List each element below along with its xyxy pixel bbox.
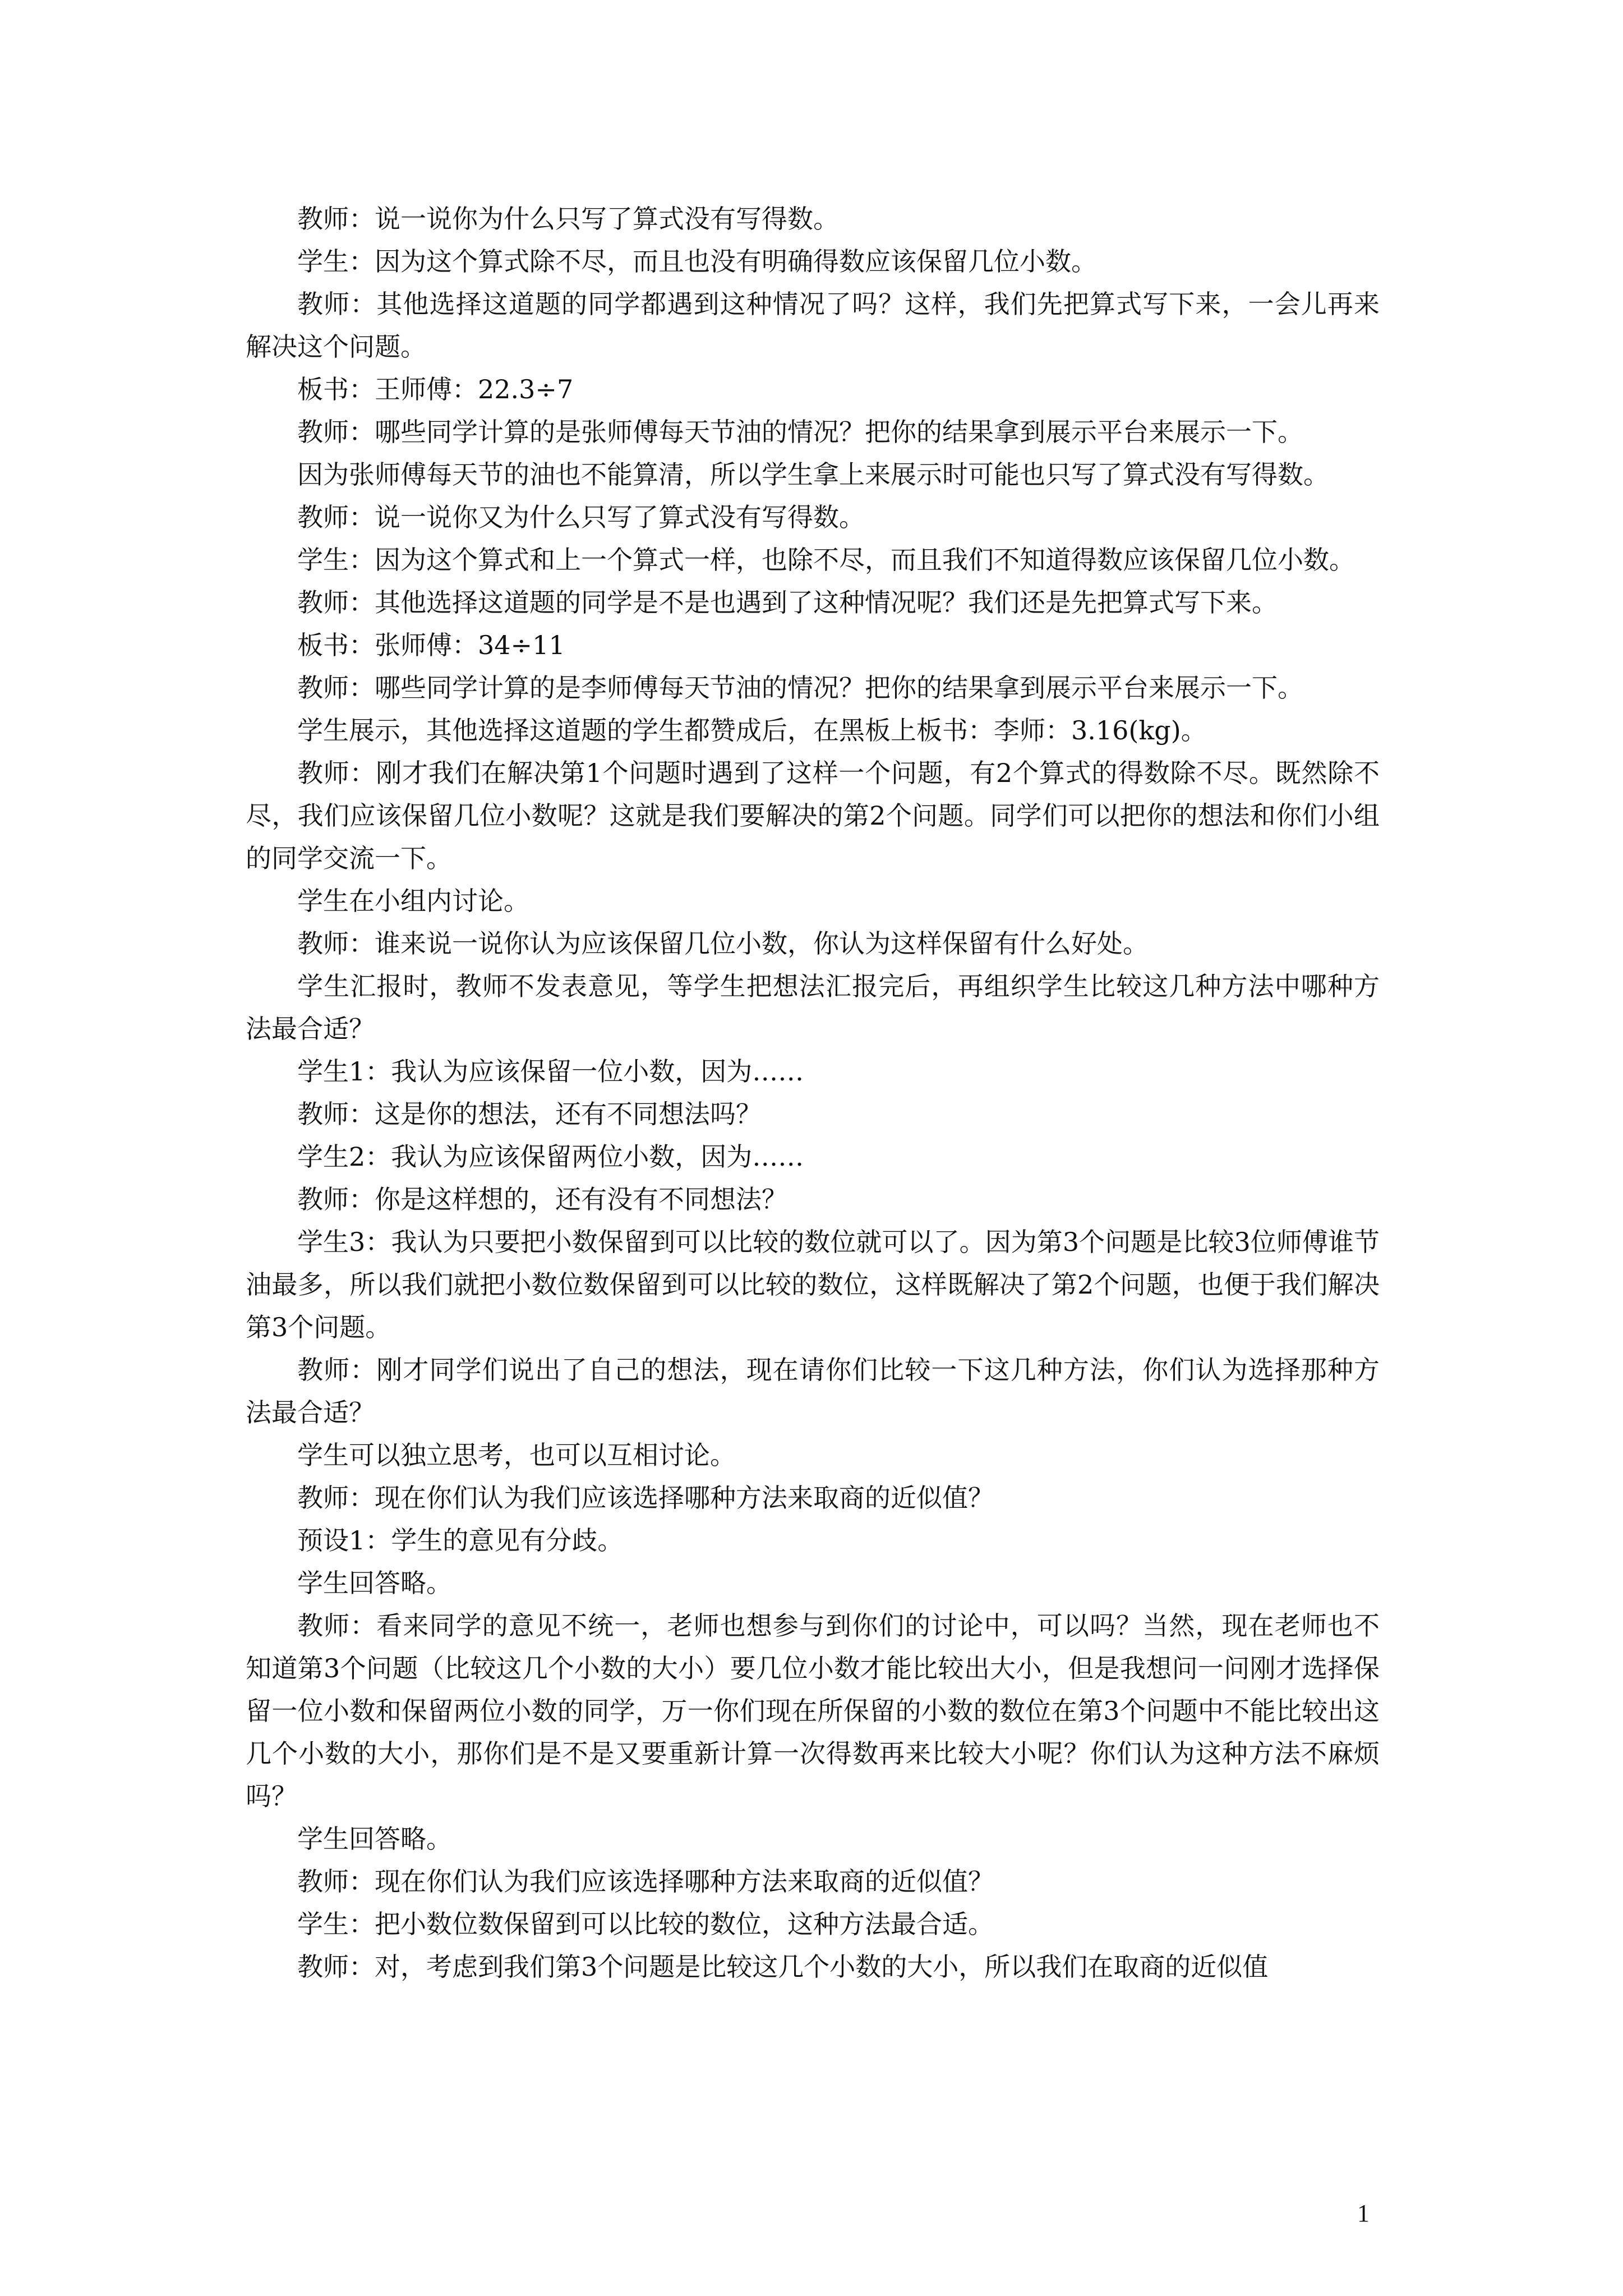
paragraph: 教师：你是这样想的，还有没有不同想法？ bbox=[297, 1184, 787, 1214]
paragraph: 预设1：学生的意见有分歧。 bbox=[297, 1525, 624, 1556]
paragraph: 学生回答略。 bbox=[297, 1568, 452, 1598]
paragraph: 教师：现在你们认为我们应该选择哪种方法来取商的近似值？ bbox=[297, 1866, 994, 1897]
document-body bbox=[246, 197, 1380, 1988]
paragraph: 学生可以独立思考，也可以互相讨论。 bbox=[297, 1440, 736, 1470]
paragraph: 教师：刚才同学们说出了自己的想法，现在请你们比较一下这几种方法，你们认为选择那种方法最合适？ bbox=[246, 1355, 1380, 1428]
paragraph: 教师：其他选择这道题的同学都遇到这种情况了吗？这样，我们先把算式写下来，一会儿再来解决这个问题。 bbox=[246, 289, 1380, 362]
paragraph: 学生在小组内讨论。 bbox=[297, 886, 529, 916]
paragraph: 教师：对，考虑到我们第3个问题是比较这几个小数的大小，所以我们在取商的近似值 bbox=[297, 1952, 1269, 1982]
paragraph: 学生展示，其他选择这道题的学生都赞成后，在黑板上板书：李师：3.16(kg)。 bbox=[297, 715, 1207, 746]
paragraph: 教师：哪些同学计算的是李师傅每天节油的情况？把你的结果拿到展示平台来展示一下。 bbox=[297, 673, 1303, 703]
page-number: 1 bbox=[1357, 2200, 1370, 2227]
paragraph: 教师：哪些同学计算的是张师傅每天节油的情况？把你的结果拿到展示平台来展示一下。 bbox=[297, 417, 1303, 447]
paragraph: 教师：说一说你为什么只写了算式没有写得数。 bbox=[297, 204, 839, 234]
paragraph: 教师：这是你的想法，还有不同想法吗？ bbox=[297, 1099, 762, 1129]
paragraph: 教师：现在你们认为我们应该选择哪种方法来取商的近似值？ bbox=[297, 1483, 994, 1513]
paragraph: 学生回答略。 bbox=[297, 1824, 452, 1854]
paragraph: 学生汇报时，教师不发表意见，等学生把想法汇报完后，再组织学生比较这几种方法中哪种方法最合适？ bbox=[246, 971, 1380, 1044]
paragraph: 教师：谁来说一说你认为应该保留几位小数，你认为这样保留有什么好处。 bbox=[297, 928, 1149, 959]
paragraph: 板书：张师傅：34÷11 bbox=[297, 630, 565, 660]
paragraph: 学生：因为这个算式和上一个算式一样，也除不尽，而且我们不知道得数应该保留几位小数。 bbox=[297, 545, 1355, 575]
paragraph: 学生1：我认为应该保留一位小数，因为…… bbox=[297, 1056, 804, 1087]
paragraph: 因为张师傅每天节的油也不能算清，所以学生拿上来展示时可能也只写了算式没有写得数。 bbox=[297, 459, 1329, 490]
paragraph: 板书：王师傅：22.3÷7 bbox=[297, 374, 574, 404]
paragraph: 教师：看来同学的意见不统一，老师也想参与到你们的讨论中，可以吗？当然，现在老师也不知道第3个问题（比较这几个小数的大小）要几位小数才能比较出大小，但是我想问一问刚才选择保留一位小数和保留两位小数的同学，万一你们现在所保留的小数的数位在第3个问题中不能比较出这几个小数的大小，那你们是不是又要重新计算一次得数再来比较大小呢？你们认为这种方法不麻烦吗？ bbox=[246, 1611, 1380, 1811]
paragraph: 教师：刚才我们在解决第1个问题时遇到了这样一个问题，有2个算式的得数除不尽。既然除不尽，我们应该保留几位小数呢？这就是我们要解决的第2个问题。同学们可以把你的想法和你们小组的同学交流一下。 bbox=[246, 758, 1380, 873]
paragraph: 教师：其他选择这道题的同学是不是也遇到了这种情况呢？我们还是先把算式写下来。 bbox=[297, 587, 1278, 618]
paragraph: 学生：把小数位数保留到可以比较的数位，这种方法最合适。 bbox=[297, 1909, 994, 1939]
paragraph: 教师：说一说你又为什么只写了算式没有写得数。 bbox=[297, 502, 865, 532]
paragraph: 学生2：我认为应该保留两位小数，因为…… bbox=[297, 1142, 804, 1172]
paragraph: 学生3：我认为只要把小数保留到可以比较的数位就可以了。因为第3个问题是比较3位师傅谁节油最多，所以我们就把小数位数保留到可以比较的数位，这样既解决了第2个问题，也便于我们解决第3个问题。 bbox=[246, 1227, 1380, 1342]
paragraph: 学生：因为这个算式除不尽，而且也没有明确得数应该保留几位小数。 bbox=[297, 246, 1097, 277]
